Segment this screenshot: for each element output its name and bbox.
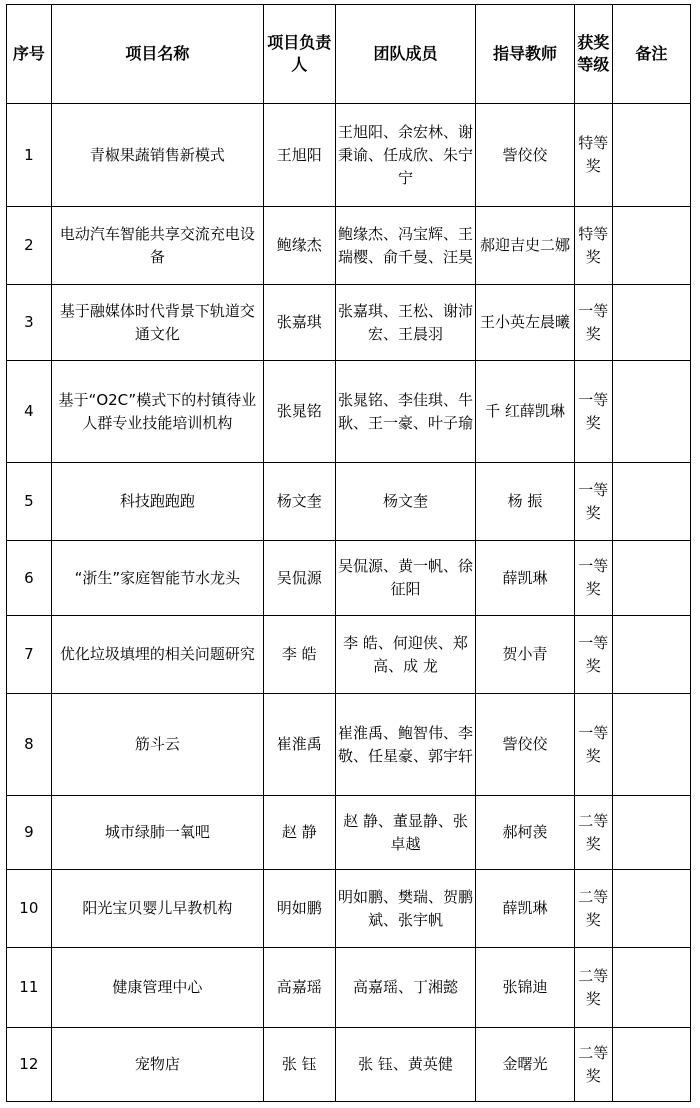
- table-row: [7, 361, 691, 463]
- cell-project-name: 阳光宝贝婴儿早教机构: [51, 870, 263, 948]
- cell-note: [612, 616, 690, 694]
- cell-team-members: 李 皓、何迎侠、郑 高、成 龙: [335, 616, 476, 694]
- table-row: [7, 796, 691, 870]
- table-body: [7, 104, 691, 1102]
- cell-note: [612, 463, 690, 541]
- cell-project-leader: 崔淮禹: [264, 694, 336, 796]
- cell-award-level: 二等奖: [574, 948, 612, 1028]
- cell-project-name: “浙生”家庭智能节水龙头: [51, 541, 263, 616]
- cell-no: 7: [7, 616, 52, 694]
- cell-note: [612, 285, 690, 361]
- cell-team-members: 张晁铭、李佳琪、牛 耿、王一豪、叶子瑜: [335, 361, 476, 463]
- cell-project-leader: 吴侃源: [264, 541, 336, 616]
- cell-note: [612, 104, 690, 207]
- header-project-leader: 项目负责人: [264, 5, 336, 104]
- header-team-members: 团队成员: [335, 5, 476, 104]
- table-row: [7, 1028, 691, 1102]
- cell-project-name: 科技跑跑跑: [51, 463, 263, 541]
- cell-award-level: 一等奖: [574, 361, 612, 463]
- table-row: [7, 870, 691, 948]
- cell-project-leader: 李 皓: [264, 616, 336, 694]
- cell-team-members: 张 钰、黄英健: [335, 1028, 476, 1102]
- cell-project-name: 城市绿肺一氧吧: [51, 796, 263, 870]
- table-row: [7, 285, 691, 361]
- cell-note: [612, 796, 690, 870]
- table-row: [7, 463, 691, 541]
- cell-advisor: 訾佼佼: [476, 694, 574, 796]
- cell-advisor: 訾佼佼: [476, 104, 574, 207]
- cell-project-name: 电动汽车智能共享交流充电设备: [51, 207, 263, 285]
- header-award-level: 获奖等级: [574, 5, 612, 104]
- cell-project-name: 健康管理中心: [51, 948, 263, 1028]
- cell-no: 11: [7, 948, 52, 1028]
- header-note: 备注: [612, 5, 690, 104]
- cell-project-name: 筋斗云: [51, 694, 263, 796]
- header-no: 序号: [7, 5, 52, 104]
- header-advisor: 指导教师: [476, 5, 574, 104]
- cell-no: 6: [7, 541, 52, 616]
- cell-team-members: 鲍缘杰、冯宝辉、王瑞樱、俞千曼、汪昊: [335, 207, 476, 285]
- cell-advisor: 贺小青: [476, 616, 574, 694]
- cell-team-members: 杨文奎: [335, 463, 476, 541]
- cell-note: [612, 870, 690, 948]
- cell-no: 12: [7, 1028, 52, 1102]
- cell-no: 1: [7, 104, 52, 207]
- cell-advisor: 张锦迪: [476, 948, 574, 1028]
- cell-project-name: 基于“O2C”模式下的村镇待业人群专业技能培训机构: [51, 361, 263, 463]
- cell-advisor: 郝柯羡: [476, 796, 574, 870]
- cell-no: 9: [7, 796, 52, 870]
- header-row: [7, 5, 691, 104]
- cell-advisor: 郝迎吉史二娜: [476, 207, 574, 285]
- cell-project-name: 优化垃圾填埋的相关问题研究: [51, 616, 263, 694]
- cell-project-leader: 张晁铭: [264, 361, 336, 463]
- cell-team-members: 明如鹏、樊瑞、贺鹏斌、张宇帆: [335, 870, 476, 948]
- table-row: [7, 104, 691, 207]
- cell-note: [612, 948, 690, 1028]
- cell-advisor: 薛凯琳: [476, 870, 574, 948]
- cell-note: [612, 207, 690, 285]
- cell-project-leader: 杨文奎: [264, 463, 336, 541]
- cell-project-leader: 明如鹏: [264, 870, 336, 948]
- cell-project-name: 青椒果蔬销售新模式: [51, 104, 263, 207]
- cell-award-level: 一等奖: [574, 463, 612, 541]
- table-row: [7, 207, 691, 285]
- cell-project-leader: 张 钰: [264, 1028, 336, 1102]
- cell-team-members: 张嘉琪、王松、谢沛宏、王晨羽: [335, 285, 476, 361]
- cell-advisor: 王小英左晨曦: [476, 285, 574, 361]
- cell-note: [612, 541, 690, 616]
- cell-award-level: 一等奖: [574, 694, 612, 796]
- cell-project-leader: 张嘉琪: [264, 285, 336, 361]
- cell-note: [612, 1028, 690, 1102]
- cell-no: 8: [7, 694, 52, 796]
- cell-project-name: 宠物店: [51, 1028, 263, 1102]
- cell-no: 4: [7, 361, 52, 463]
- cell-team-members: 赵 静、董显静、张卓越: [335, 796, 476, 870]
- cell-project-name: 基于融媒体时代背景下轨道交通文化: [51, 285, 263, 361]
- table-row: [7, 616, 691, 694]
- cell-team-members: 崔淮禹、鲍智伟、李 敬、任星豪、郭宇轩: [335, 694, 476, 796]
- cell-team-members: 王旭阳、余宏林、谢秉谕、任成欣、朱宁宁: [335, 104, 476, 207]
- cell-team-members: 吴侃源、黄一帆、徐征阳: [335, 541, 476, 616]
- cell-award-level: 特等奖: [574, 207, 612, 285]
- cell-no: 10: [7, 870, 52, 948]
- cell-award-level: 二等奖: [574, 796, 612, 870]
- cell-award-level: 一等奖: [574, 616, 612, 694]
- cell-project-leader: 高嘉瑶: [264, 948, 336, 1028]
- cell-note: [612, 694, 690, 796]
- cell-no: 5: [7, 463, 52, 541]
- cell-advisor: 千 红薛凯琳: [476, 361, 574, 463]
- cell-project-leader: 王旭阳: [264, 104, 336, 207]
- cell-team-members: 高嘉瑶、丁湘懿: [335, 948, 476, 1028]
- cell-award-level: 二等奖: [574, 1028, 612, 1102]
- cell-award-level: 一等奖: [574, 541, 612, 616]
- cell-note: [612, 361, 690, 463]
- cell-project-leader: 鲍缘杰: [264, 207, 336, 285]
- cell-advisor: 薛凯琳: [476, 541, 574, 616]
- awards-table: [6, 4, 691, 1102]
- cell-no: 3: [7, 285, 52, 361]
- table-row: [7, 948, 691, 1028]
- table-row: [7, 541, 691, 616]
- cell-project-leader: 赵 静: [264, 796, 336, 870]
- header-project-name: 项目名称: [51, 5, 263, 104]
- cell-advisor: 金曙光: [476, 1028, 574, 1102]
- cell-award-level: 特等奖: [574, 104, 612, 207]
- table-row: [7, 694, 691, 796]
- cell-advisor: 杨 振: [476, 463, 574, 541]
- cell-award-level: 一等奖: [574, 285, 612, 361]
- cell-award-level: 二等奖: [574, 870, 612, 948]
- cell-no: 2: [7, 207, 52, 285]
